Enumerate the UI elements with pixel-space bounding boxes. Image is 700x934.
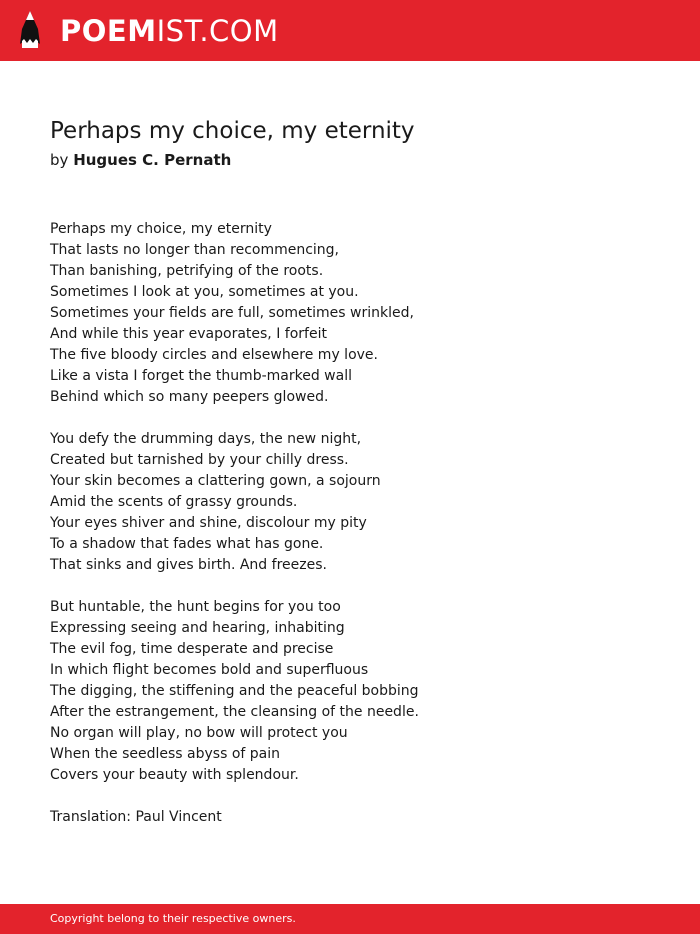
poem-line: The evil fog, time desperate and precise [50, 641, 334, 657]
copyright-notice: Copyright belong to their respective owners. [50, 912, 296, 925]
site-header [0, 0, 700, 61]
translation-credit: Translation: Paul Vincent [50, 809, 222, 825]
poem-line: Sometimes I look at you, sometimes at you. [50, 284, 359, 300]
poem-byline [50, 149, 650, 171]
poem-line: No organ will play, no bow will protect you [50, 725, 348, 741]
logo-bold-text: POEM [60, 14, 157, 48]
poem-line: To a shadow that fades what has gone. [50, 536, 324, 552]
poem-line: Sometimes your fields are full, sometimes wrinkled, [50, 305, 414, 321]
poem-heading [50, 113, 650, 171]
poem-line: Your skin becomes a clattering gown, a sojourn [50, 473, 381, 489]
site-footer [0, 904, 700, 934]
poem-line: That sinks and gives birth. And freezes. [50, 557, 327, 573]
poem-line: Perhaps my choice, my eternity [50, 221, 272, 237]
poem-line: The digging, the stiffening and the peaceful bobbing [50, 683, 419, 699]
poem-line: In which flight becomes bold and superfluous [50, 662, 369, 678]
poem-line: Covers your beauty with splendour. [50, 767, 299, 783]
by-label: by [50, 151, 69, 169]
poem-title: Perhaps my choice, my eternity [50, 118, 415, 144]
poem-line: The five bloody circles and elsewhere my love. [50, 347, 378, 363]
poem-line: Your eyes shiver and shine, discolour my pity [50, 515, 367, 531]
poem-line: You defy the drumming days, the new night, [50, 431, 362, 447]
stanza-1 [50, 219, 650, 408]
stanza-2 [50, 429, 650, 576]
pencil-icon [18, 10, 42, 52]
poem-line: After the estrangement, the cleansing of the needle. [50, 704, 419, 720]
poem-author: Hugues C. Pernath [73, 151, 232, 169]
site-logo-text [60, 9, 279, 53]
poem-line: That lasts no longer than recommencing, [50, 242, 340, 258]
poem-line: Amid the scents of grassy grounds. [50, 494, 298, 510]
poem-line: But huntable, the hunt begins for you too [50, 599, 341, 615]
poem-line: When the seedless abyss of pain [50, 746, 280, 762]
poem-line: Than banishing, petrifying of the roots. [50, 263, 324, 279]
poem-line: Like a vista I forget the thumb-marked wall [50, 368, 352, 384]
poem-line: Behind which so many peepers glowed. [50, 389, 329, 405]
site-logo-link[interactable] [18, 9, 279, 53]
poem-line: And while this year evaporates, I forfeit [50, 326, 327, 342]
logo-light-text: IST.COM [156, 14, 279, 48]
poem-line: Created but tarnished by your chilly dress. [50, 452, 349, 468]
stanza-3 [50, 597, 650, 786]
poem-body [50, 219, 650, 807]
poem-line: Expressing seeing and hearing, inhabiting [50, 620, 345, 636]
